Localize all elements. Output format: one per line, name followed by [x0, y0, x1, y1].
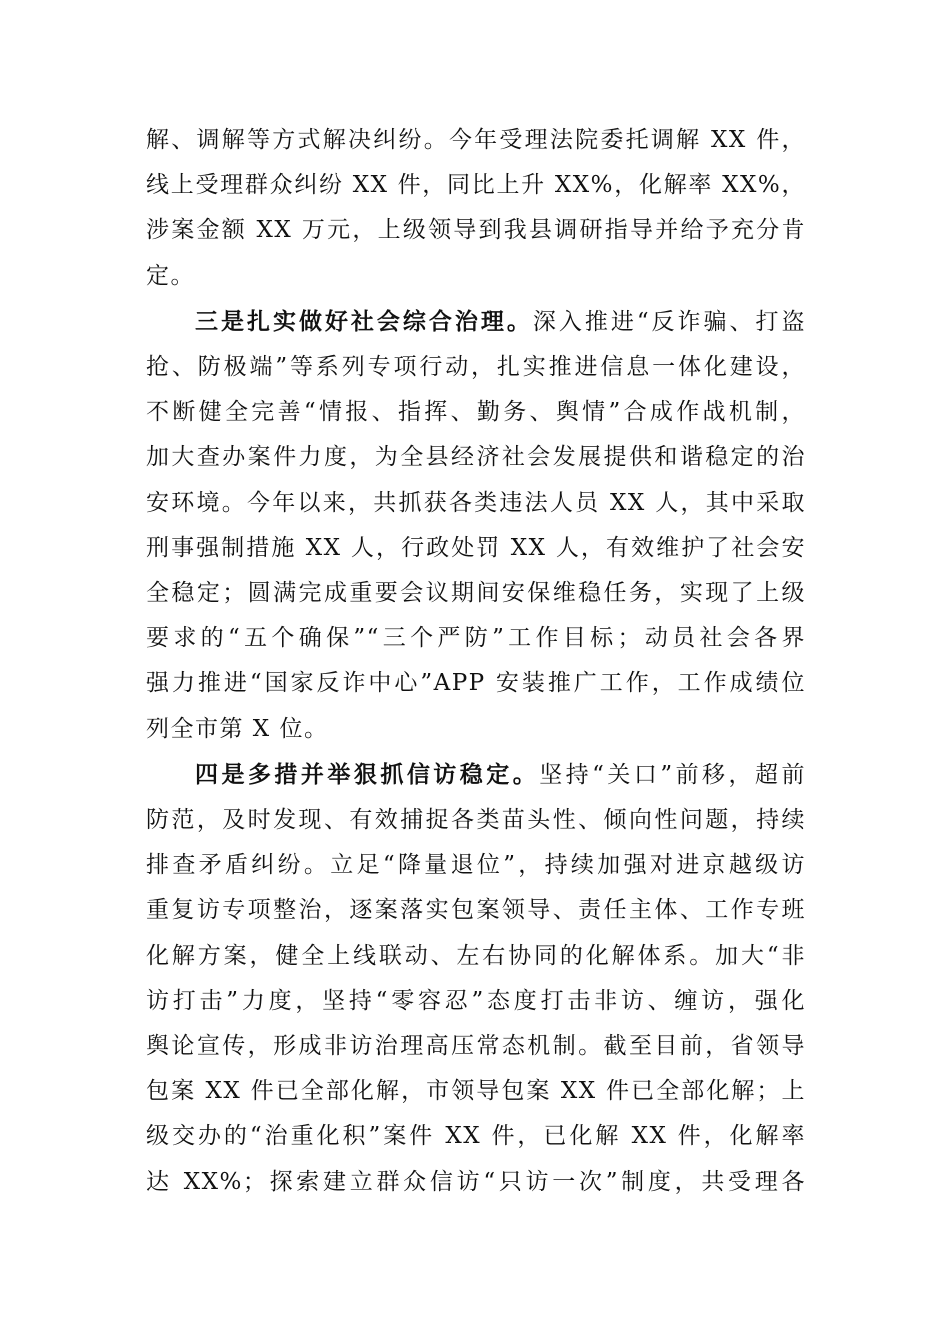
text-line: 达 XX%；探索建立群众信访“只访一次”制度，共受理各	[146, 1168, 806, 1195]
text-line: 解、调解等方式解决纠纷。今年受理法院委托调解 XX 件，	[146, 127, 806, 153]
text-line: 不断健全完善“情报、指挥、勤务、舆情”合成作战机制，	[146, 399, 806, 426]
text-line: 防范，及时发现、有效捕捉各类苗头性、倾向性问题，持续	[146, 807, 806, 834]
text-line: 涉案金额 XX 万元，上级领导到我县调研指导并给予充分肯	[146, 217, 806, 244]
text-line-first	[146, 752, 806, 798]
text-line: 定。	[146, 262, 195, 289]
text-line: 排查矛盾纠纷。立足“降量退位”，持续加强对进京越级访	[146, 852, 806, 879]
text-line: 加大查办案件力度，为全县经济社会发展提供和谐稳定的治	[146, 444, 806, 471]
text-line-rest: 坚持“关口”前移，超前	[539, 761, 806, 788]
text-line: 强力推进“国家反诈中心”APP 安装推广工作，工作成绩位	[146, 670, 806, 697]
text-line: 化解方案，健全上线联动、左右协同的化解体系。加大“非	[146, 942, 806, 969]
text-line: 抢、防极端”等系列专项行动，扎实推进信息一体化建设，	[146, 354, 806, 381]
text-line: 要求的“五个确保”“三个严防”工作目标；动员社会各界	[146, 625, 806, 652]
text-line: 重复访专项整治，逐案落实包案领导、责任主体、工作专班	[146, 897, 806, 924]
paragraph-petition-stability	[146, 752, 806, 1205]
paragraph-continued	[146, 118, 806, 299]
paragraph-lead-heading: 四是多措并举狠抓信访稳定。	[195, 760, 540, 788]
text-line: 全稳定；圆满完成重要会议期间安保维稳任务，实现了上级	[146, 580, 806, 607]
paragraph-social-governance	[146, 299, 806, 752]
text-line: 包案 XX 件已全部化解，市领导包案 XX 件已全部化解；上	[146, 1078, 806, 1105]
text-line: 舆论宣传，形成非访治理高压常态机制。截至目前，省领导	[146, 1033, 806, 1060]
text-line: 刑事强制措施 XX 人，行政处罚 XX 人，有效维护了社会安	[146, 534, 806, 561]
text-line: 安环境。今年以来，共抓获各类违法人员 XX 人，其中采取	[146, 489, 806, 516]
document-body	[146, 118, 806, 1205]
text-line: 级交办的“治重化积”案件 XX 件，已化解 XX 件，化解率	[146, 1123, 806, 1150]
text-line: 列全市第 X 位。	[146, 715, 329, 742]
text-line-first	[146, 299, 806, 345]
text-line-rest: 深入推进“反诈骗、打盗	[532, 308, 807, 335]
text-line: 线上受理群众纠纷 XX 件，同比上升 XX%，化解率 XX%，	[146, 172, 806, 199]
paragraph-lead-heading: 三是扎实做好社会综合治理。	[195, 307, 533, 335]
text-line: 访打击”力度，坚持“零容忍”态度打击非访、缠访，强化	[146, 987, 806, 1014]
